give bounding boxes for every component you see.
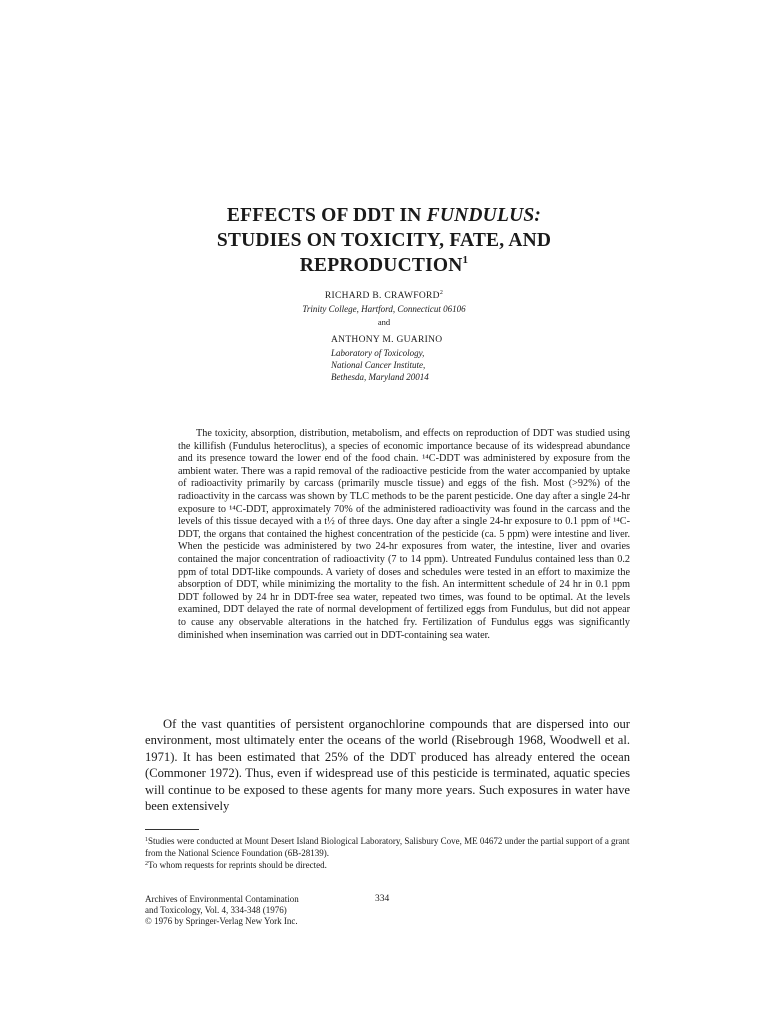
abstract	[178, 428, 630, 642]
journal-line-2: and Toxicology, Vol. 4, 334-348 (1976)	[145, 905, 287, 915]
author-1-affiliation: Trinity College, Hartford, Connecticut 06106	[302, 304, 466, 314]
footnote-rule	[145, 829, 199, 830]
body-text	[145, 716, 630, 814]
journal-line-3: © 1976 by Springer-Verlag New York Inc.	[145, 916, 298, 926]
author-2-affiliation-line-1: Laboratory of Toxicology,	[331, 348, 425, 358]
author-2-affiliation-line-2: National Cancer Institute,	[331, 360, 426, 370]
title-italic-genus: FUNDULUS:	[426, 205, 542, 226]
author-2-affiliation-line-3: Bethesda, Maryland 20014	[331, 372, 429, 382]
footnote-1: $^1$Studies were conducted at Mount Desert Island Biological Laboratory, Salisbury Cove, ME 04672 under the partial support of a grant from the National Science Foundation (6B-28139).	[145, 836, 630, 858]
author-2-name: ANTHONY M. GUARINO	[331, 335, 443, 345]
footnotes	[145, 836, 635, 871]
title-line-2: STUDIES ON TOXICITY, FATE, AND	[216, 230, 552, 251]
page-number: 334	[375, 894, 390, 904]
journal-line-1: Archives of Environmental Contamination	[145, 894, 299, 904]
body-paragraph: Of the vast quantities of persistent organochlorine compounds that are dispersed into our environment, most ultimately enter the oceans of the world (Risebrough 1968, Woodwell et al. 1971). It has been estimated that 25% of the DDT produced has already entered the ocean (Commoner 1972). Thus, even if widespread use of this pesticide is terminated, aquatic species will continue to be exposed to these agents for many more years. Such exposures in water have been extensively	[145, 717, 630, 814]
author-1-name: RICHARD B. CRAWFORD$^2$	[324, 290, 444, 301]
paper-title	[0, 203, 768, 278]
author-1	[0, 290, 768, 329]
title-line-1: EFFECTS OF DDT IN FUNDULUS:	[226, 205, 542, 226]
journal-citation	[145, 894, 299, 927]
author-2	[331, 334, 442, 383]
title-line-3: REPRODUCTION$^1$	[299, 254, 469, 276]
title-footnote-mark: 1	[462, 254, 469, 266]
and-separator: and	[377, 317, 391, 327]
abstract-text: The toxicity, absorption, distribution, metabolism, and effects on reproduction of DDT was studied using the killifish (Fundulus heteroclitus), a species of economic importance because of its widespread abundance and its presence toward the lower end of the food chain. ¹⁴C-DDT was administered by exposure from the ambient water. There was a rapid removal of the radioactive pesticide from the water accompanied by uptake of radioactivity primarily by carcass (primarily muscle tissue) and eggs of the fish. Most (>92%) of the radioactivity in the carcass was shown by TLC methods to be the parent pesticide. One day after a single 24-hr exposure to ¹⁴C-DDT, approximately 70% of the administered radioactivity was found in the carcass and the levels of this tissue decayed with a t½ of three days. One day after a single 24-hr exposure to 0.1 ppm of ¹⁴C-DDT, the organs that contained the highest concentration of the pesticide (ca. 5 ppm) were intestine and liver. When the pesticide was administered by two 24-hr exposures from water, the intestine, liver and ovaries contained the major concentration of radioactivity (7 to 14 ppm). Untreated Fundulus contained less than 0.2 ppm of total DDT-like compounds. A variety of doses and schedules were tested in an effort to maximize the absorption of DDT, while minimizing the mortality to the fish. An intermittent schedule of 24 hr in 0.1 ppm DDT followed by 24 hr in DDT-free sea water, repeated two times, was found to be optimal. At the levels examined, DDT delayed the rate of normal development of fertilized eggs from Fundulus, but did not appear to cause any observable alterations in the hatched fry. Fertilization of Fundulus eggs was significantly diminished when insemination was carried out in DDT-containing sea water.	[178, 428, 630, 641]
footnote-2: $^2$To whom requests for reprints should be directed.	[145, 859, 327, 870]
